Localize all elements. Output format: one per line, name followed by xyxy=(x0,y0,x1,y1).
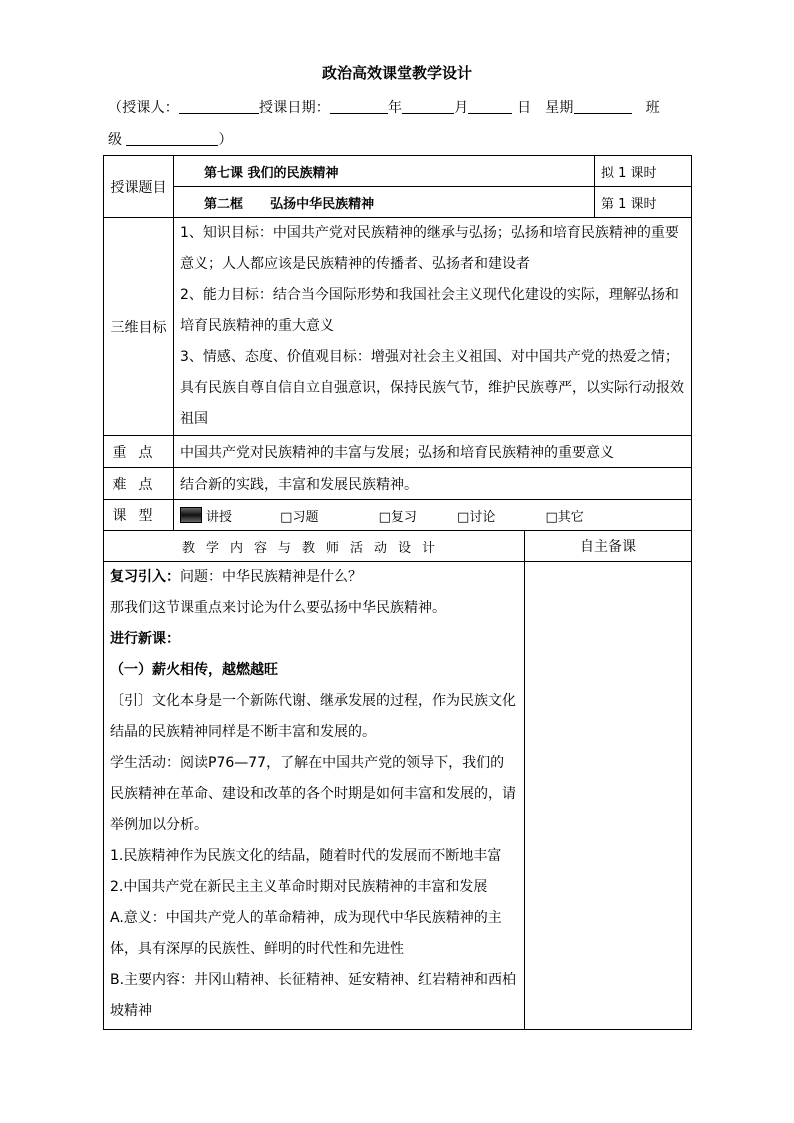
key-point-label: 重点 xyxy=(104,436,174,468)
type-discussion: □讨论 xyxy=(457,509,496,525)
goal-knowledge: 1、知识目标：中国共产党对民族精神的继承与弘扬；弘扬和培育民族精神的重要意义；人人都应该是民族精神的传播者、弘扬者和建设者 xyxy=(180,225,679,272)
student-activity: 学生活动：阅读P76—77，了解在中国共产党的领导下，我们的民族精神在革命、建设和改革的各个时期是如何丰富和发展的，请举例加以分析。 xyxy=(110,755,516,833)
document-title: 政治高效课堂教学设计 xyxy=(321,64,472,82)
day-blank xyxy=(468,99,512,114)
difficult-point-text: 结合新的实践，丰富和发展民族精神。 xyxy=(174,468,692,500)
design-header: 教学内容与教师活动设计 xyxy=(104,531,525,562)
checked-box-icon xyxy=(180,507,202,523)
topic-label: 授课题目 xyxy=(104,156,174,218)
type-review: □复习 xyxy=(378,509,417,525)
point-b: B.主要内容：井冈山精神、长征精神、延安精神、红岩精神和西柏坡精神 xyxy=(110,972,517,1019)
class-label-2: 级 xyxy=(108,132,122,148)
year-label: 年 xyxy=(388,100,403,116)
point-2: 2.中国共产党在新民主主义革命时期对民族精神的丰富和发展 xyxy=(110,879,488,895)
key-point-text: 中国共产党对民族精神的丰富与发展；弘扬和培育民族精神的重要意义 xyxy=(174,436,692,468)
lesson-type-label: 课型 xyxy=(104,500,174,531)
lesson-type-options xyxy=(174,500,692,531)
class-blank xyxy=(126,131,218,146)
month-label: 月 xyxy=(454,100,469,116)
difficult-point-label: 难点 xyxy=(104,468,174,500)
section-heading-1: （一）薪火相传，越燃越旺 xyxy=(110,662,278,678)
type-exercise: □习题 xyxy=(280,509,319,525)
lesson-title: 第七课 我们的民族精神 xyxy=(174,156,595,187)
new-lesson-label: 进行新课： xyxy=(110,631,180,647)
year-blank xyxy=(330,99,388,114)
type-other: □其它 xyxy=(545,509,584,525)
review-question: 问题：中华民族精神是什么？ xyxy=(180,569,362,585)
goals-label: 三维目标 xyxy=(104,218,174,436)
day-label: 日 xyxy=(517,100,532,116)
month-blank xyxy=(402,99,454,114)
self-prep-header: 自主备课 xyxy=(525,531,692,562)
teacher-label: （授课人： xyxy=(108,100,179,116)
teacher-info-line xyxy=(108,97,694,117)
content-cell xyxy=(104,562,525,1030)
point-a: A.意义：中国共产党人的革命精神，成为现代中华民族精神的主体，具有深厚的民族性、鲜明的时代性和先进性 xyxy=(110,910,502,957)
goal-attitude: 3、情感、态度、价值观目标：增强对社会主义祖国、对中国共产党的热爱之情；具有民族自尊自信自立自强意识，保持民族气节，维护民族尊严，以实际行动报效祖国 xyxy=(180,349,684,427)
planned-hours: 拟 1 课时 xyxy=(595,156,692,187)
section-title: 第二框 弘扬中华民族精神 xyxy=(174,187,595,218)
goal-ability: 2、能力目标：结合当今国际形势和我国社会主义现代化建设的实际，理解弘扬和培育民族精神的重大意义 xyxy=(180,287,679,334)
lesson-plan-table xyxy=(103,155,692,1030)
goals-cell xyxy=(174,218,692,436)
intro-paragraph: 〔引〕文化本身是一个新陈代谢、继承发展的过程，作为民族文化结晶的民族精神同样是不断丰富和发展的。 xyxy=(110,693,516,740)
class-info-line xyxy=(108,129,232,149)
date-label: 授课日期： xyxy=(259,100,330,116)
type-lecture: 讲授 xyxy=(206,509,233,525)
review-line-2: 那我们这节课重点来讨论为什么要弘扬中华民族精神。 xyxy=(110,600,446,616)
class-label: 班 xyxy=(645,100,660,116)
week-label: 星期 xyxy=(545,100,574,116)
close-paren: ） xyxy=(218,132,233,148)
self-prep-cell xyxy=(525,562,692,1030)
review-label: 复习引入： xyxy=(110,569,180,585)
teacher-blank xyxy=(179,99,259,114)
point-1: 1.民族精神作为民族文化的结晶，随着时代的发展而不断地丰富 xyxy=(110,848,502,864)
week-blank xyxy=(574,99,632,114)
current-hour: 第 1 课时 xyxy=(595,187,692,218)
review-line xyxy=(110,562,518,593)
